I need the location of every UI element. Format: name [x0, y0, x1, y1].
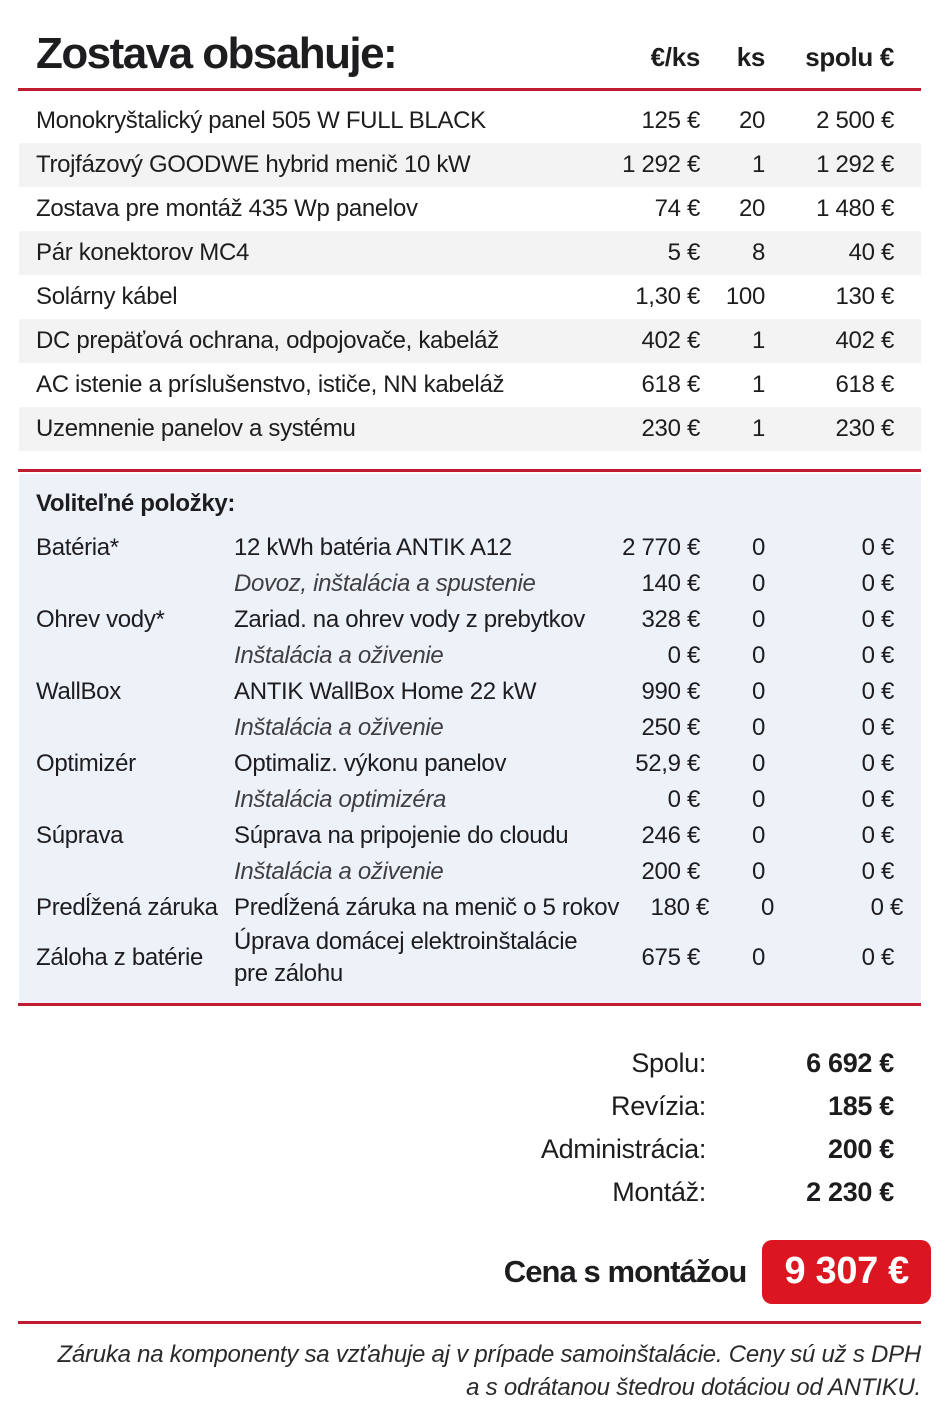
- optional-section-title: Voliteľné položky:: [36, 490, 236, 517]
- totals-row: [19, 1085, 921, 1128]
- option-unit-price: 200 €: [641, 858, 700, 885]
- optional-row: [19, 674, 921, 710]
- item-total: 1 480 €: [816, 195, 894, 222]
- total-value: 2 230 €: [806, 1176, 894, 1207]
- item-total: 1 292 €: [816, 151, 894, 178]
- option-name: Batéria*: [36, 534, 119, 561]
- item-unit-price: 618 €: [641, 371, 700, 398]
- option-unit-price: 675 €: [641, 944, 700, 972]
- option-qty: 0: [751, 534, 765, 561]
- page-title: Zostava obsahuje:: [36, 29, 397, 78]
- optional-row: [19, 926, 921, 991]
- option-unit-price: 180 €: [650, 894, 710, 921]
- option-total: 0 €: [870, 894, 904, 921]
- option-qty: 0: [751, 750, 765, 777]
- divider: [18, 88, 921, 91]
- divider: [18, 1003, 921, 1006]
- optional-row: [19, 602, 921, 638]
- item-qty: 20: [738, 195, 765, 222]
- option-name: Záloha z batérie: [36, 944, 203, 972]
- item-qty: 1: [751, 151, 765, 178]
- column-header-total: spolu €: [805, 42, 894, 73]
- final-price-row: [0, 1240, 939, 1304]
- totals-row: [19, 1171, 921, 1214]
- footer-note-line: a s odrátanou štedrou dotáciou od ANTIKU.: [466, 1373, 921, 1401]
- optional-items-section: [19, 474, 921, 1003]
- table-row: [19, 187, 921, 231]
- item-name: Monokryštalický panel 505 W FULL BLACK: [36, 107, 486, 134]
- option-qty: 0: [760, 894, 775, 921]
- item-unit-price: 5 €: [667, 239, 700, 266]
- table-row: [19, 275, 921, 319]
- total-label: Spolu:: [631, 1047, 706, 1078]
- item-name: Uzemnenie panelov a systému: [36, 415, 356, 442]
- option-unit-price: 2 770 €: [622, 534, 700, 561]
- option-unit-price: 246 €: [641, 822, 700, 849]
- total-label: Revízia:: [611, 1090, 706, 1121]
- option-description: Inštalácia optimizéra: [234, 786, 447, 813]
- option-unit-price: 52,9 €: [635, 750, 700, 777]
- optional-row: [19, 566, 921, 602]
- item-name: Trojfázový GOODWE hybrid menič 10 kW: [36, 151, 471, 178]
- option-description: Úprava domácej elektroinštalácie pre zálohu: [234, 928, 578, 988]
- optional-row: [19, 782, 921, 818]
- option-total: 0 €: [861, 606, 894, 633]
- total-label: Montáž:: [612, 1176, 706, 1207]
- option-name: Predĺžená záruka: [36, 894, 218, 921]
- item-qty: 1: [751, 327, 765, 354]
- option-description: Dovoz, inštalácia a spustenie: [234, 570, 536, 597]
- option-qty: 0: [751, 678, 765, 705]
- option-qty: 0: [751, 714, 765, 741]
- option-description: Súprava na pripojenie do cloudu: [234, 822, 569, 849]
- column-header-unit-price: €/ks: [650, 42, 700, 73]
- item-total: 40 €: [848, 239, 894, 266]
- item-qty: 20: [738, 107, 765, 134]
- option-description: 12 kWh batéria ANTIK A12: [234, 534, 512, 561]
- option-qty: 0: [751, 570, 765, 597]
- optional-row: [19, 818, 921, 854]
- table-row: [19, 231, 921, 275]
- optional-items-table: [19, 530, 921, 991]
- option-description: Predĺžená záruka na menič o 5 rokov: [234, 894, 620, 921]
- table-header: [19, 20, 921, 76]
- option-qty: 0: [751, 786, 765, 813]
- optional-row: [19, 530, 921, 566]
- item-unit-price: 402 €: [641, 327, 700, 354]
- option-total: 0 €: [861, 944, 894, 972]
- option-total: 0 €: [861, 570, 894, 597]
- table-row: [19, 143, 921, 187]
- option-total: 0 €: [861, 858, 894, 885]
- total-value: 185 €: [828, 1090, 894, 1121]
- option-total: 0 €: [861, 714, 894, 741]
- option-total: 0 €: [861, 786, 894, 813]
- option-unit-price: 250 €: [641, 714, 700, 741]
- option-qty: 0: [751, 944, 765, 972]
- option-unit-price: 0 €: [667, 642, 700, 669]
- table-row: [19, 99, 921, 143]
- option-name: WallBox: [36, 678, 121, 705]
- item-unit-price: 230 €: [641, 415, 700, 442]
- footer-note: [19, 1338, 921, 1404]
- option-name: Optimizér: [36, 750, 136, 777]
- item-name: Pár konektorov MC4: [36, 239, 249, 266]
- option-qty: 0: [751, 822, 765, 849]
- items-table: [19, 99, 921, 451]
- option-description: Inštalácia a oživenie: [234, 642, 444, 669]
- total-value: 6 692 €: [806, 1047, 894, 1078]
- option-description: Inštalácia a oživenie: [234, 714, 444, 741]
- item-qty: 100: [725, 283, 765, 310]
- divider: [18, 1321, 921, 1324]
- item-qty: 1: [751, 371, 765, 398]
- item-name: Zostava pre montáž 435 Wp panelov: [36, 195, 418, 222]
- option-qty: 0: [751, 642, 765, 669]
- totals-section: [19, 1042, 921, 1214]
- option-total: 0 €: [861, 534, 894, 561]
- option-description: Inštalácia a oživenie: [234, 858, 444, 885]
- option-qty: 0: [751, 858, 765, 885]
- option-qty: 0: [751, 606, 765, 633]
- optional-row: [19, 746, 921, 782]
- table-row: [19, 319, 921, 363]
- optional-row: [19, 710, 921, 746]
- item-unit-price: 74 €: [654, 195, 700, 222]
- option-total: 0 €: [861, 750, 894, 777]
- item-total: 618 €: [835, 371, 894, 398]
- option-total: 0 €: [861, 822, 894, 849]
- table-row: [19, 363, 921, 407]
- divider: [18, 469, 921, 472]
- item-qty: 8: [751, 239, 765, 266]
- optional-row: [19, 638, 921, 674]
- option-total: 0 €: [861, 642, 894, 669]
- table-row: [19, 407, 921, 451]
- option-unit-price: 328 €: [641, 606, 700, 633]
- total-label: Administrácia:: [540, 1133, 706, 1164]
- option-description: Zariad. na ohrev vody z prebytkov: [234, 606, 585, 633]
- item-unit-price: 1 292 €: [622, 151, 700, 178]
- option-unit-price: 990 €: [641, 678, 700, 705]
- total-value: 200 €: [828, 1133, 894, 1164]
- item-name: Solárny kábel: [36, 283, 178, 310]
- final-price-badge: 9 307 €: [762, 1240, 931, 1304]
- option-name: Súprava: [36, 822, 124, 849]
- item-unit-price: 1,30 €: [635, 283, 700, 310]
- item-qty: 1: [751, 415, 765, 442]
- totals-row: [19, 1128, 921, 1171]
- item-name: AC istenie a príslušenstvo, ističe, NN kabeláž: [36, 371, 505, 398]
- option-unit-price: 0 €: [667, 786, 700, 813]
- item-total: 402 €: [835, 327, 894, 354]
- optional-row: [19, 890, 921, 926]
- option-description: ANTIK WallBox Home 22 kW: [234, 678, 537, 705]
- column-header-qty: ks: [736, 42, 765, 73]
- final-price-label: Cena s montážou: [503, 1253, 747, 1289]
- footer-note-line: Záruka na komponenty sa vzťahuje aj v prípade samoinštalácie. Ceny sú už s DPH: [57, 1340, 921, 1368]
- item-total: 2 500 €: [816, 107, 894, 134]
- item-name: DC prepäťová ochrana, odpojovače, kabeláž: [36, 327, 499, 354]
- item-unit-price: 125 €: [641, 107, 700, 134]
- option-unit-price: 140 €: [641, 570, 700, 597]
- item-total: 130 €: [835, 283, 894, 310]
- option-description: Optimaliz. výkonu panelov: [234, 750, 507, 777]
- option-name: Ohrev vody*: [36, 606, 165, 633]
- option-total: 0 €: [861, 678, 894, 705]
- totals-row: [19, 1042, 921, 1085]
- optional-row: [19, 854, 921, 890]
- item-total: 230 €: [835, 415, 894, 442]
